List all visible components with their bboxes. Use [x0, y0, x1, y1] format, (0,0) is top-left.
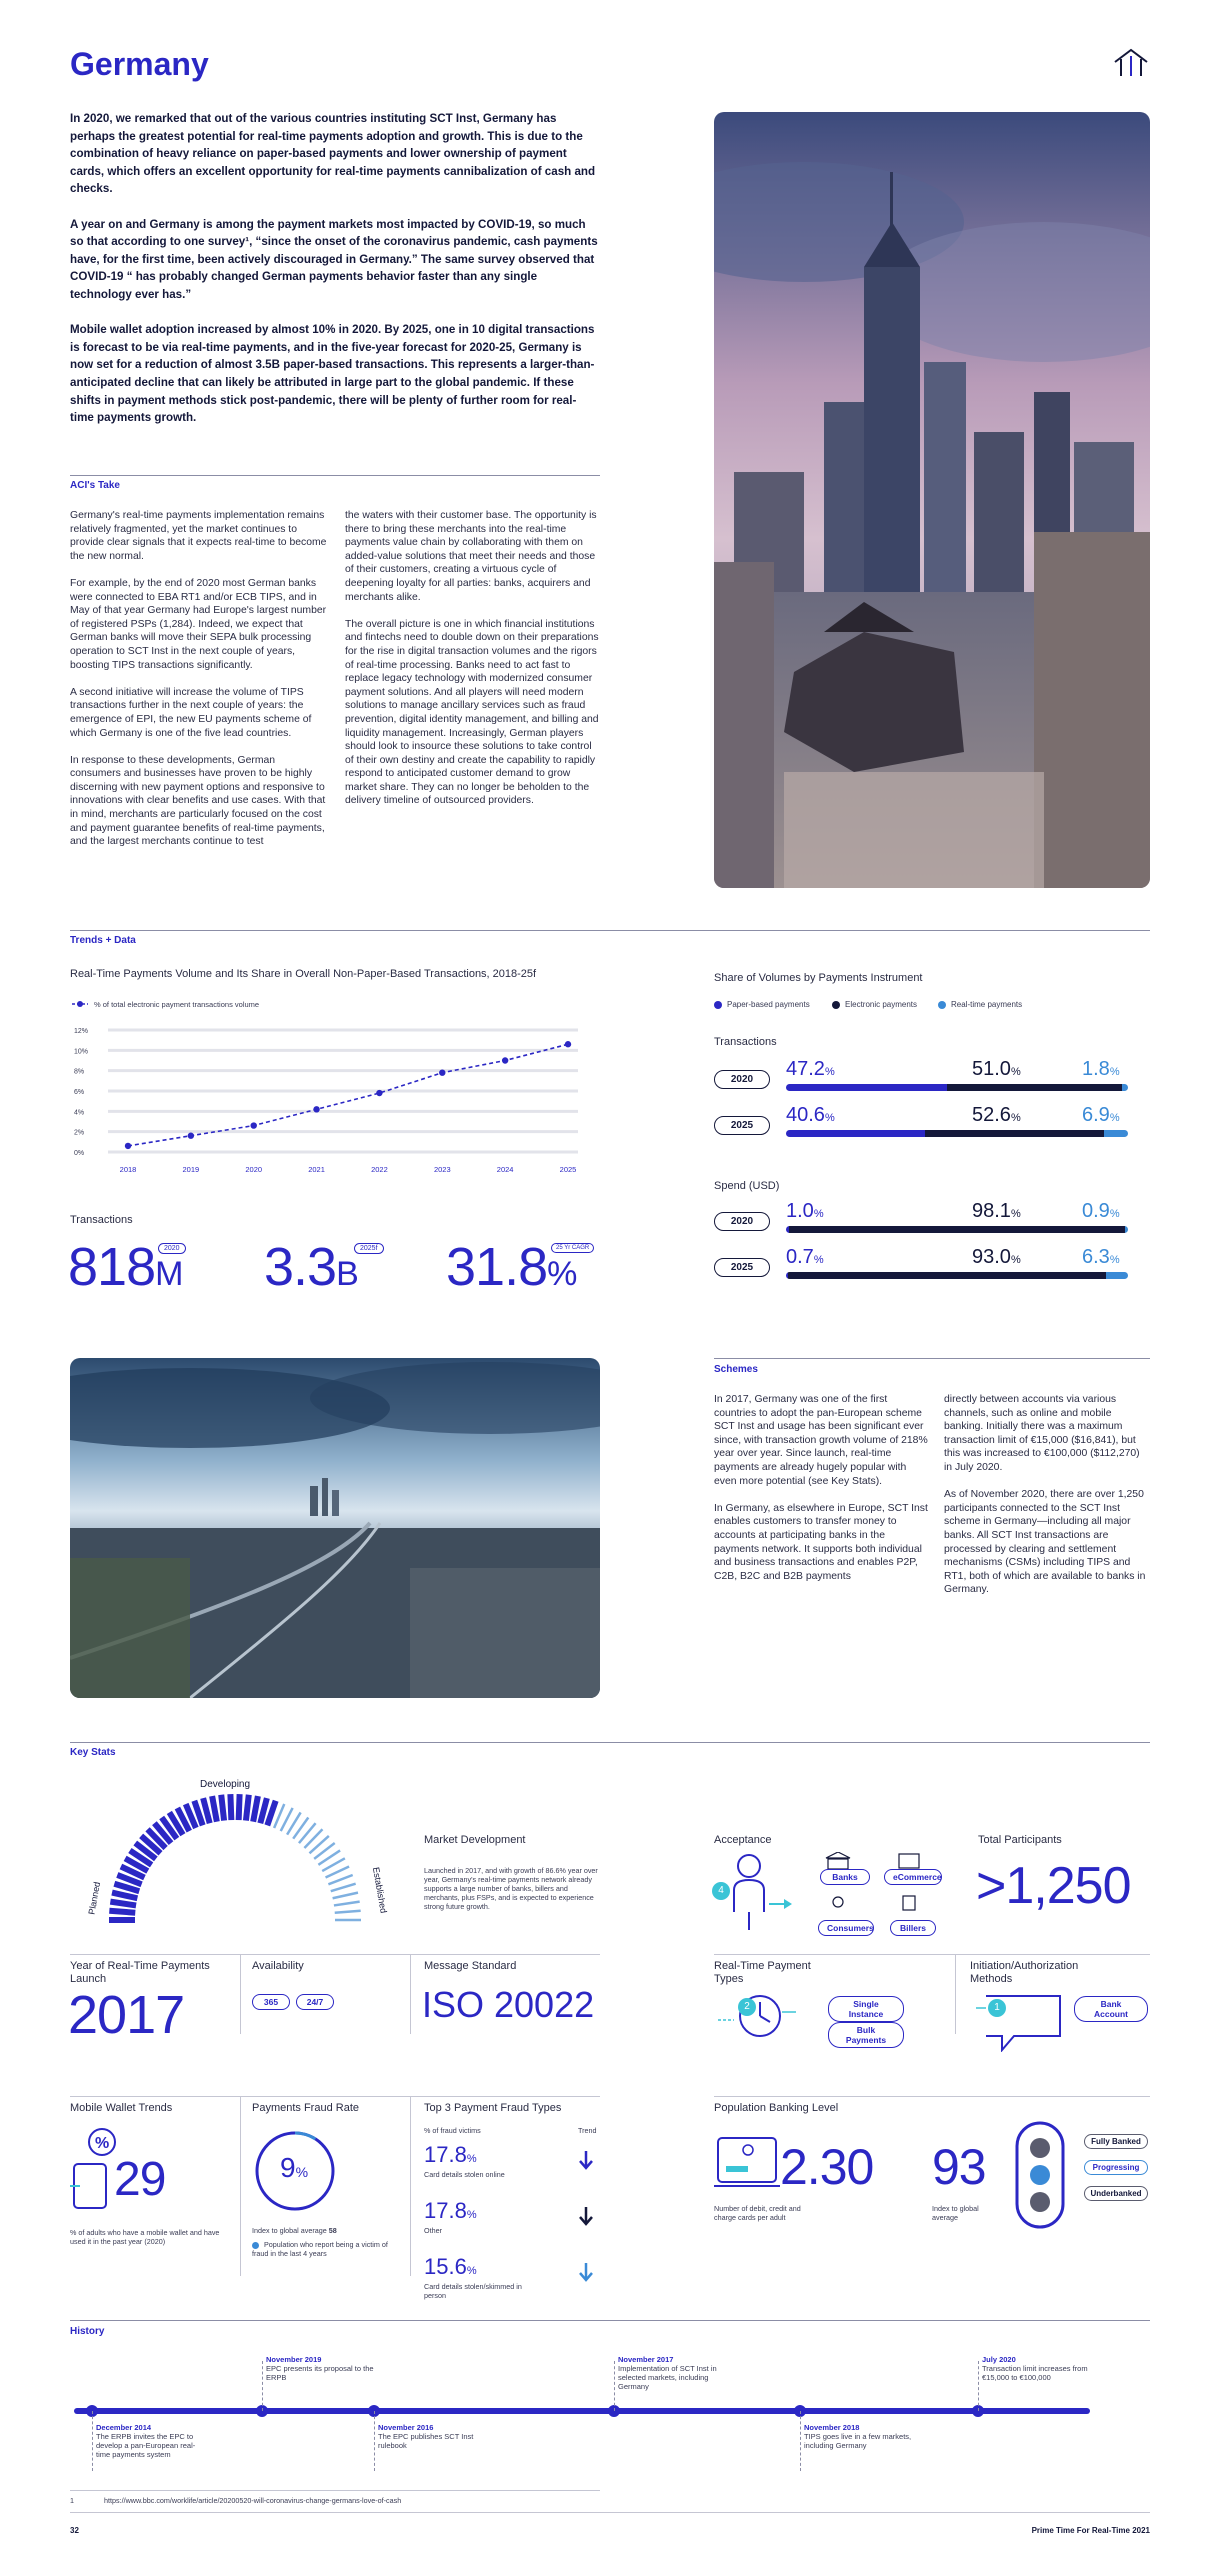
y-tick-label: 6% — [74, 1089, 85, 1096]
bill-icon — [903, 1896, 915, 1910]
year-pill: 2025 — [714, 1116, 770, 1135]
timeline-event: November 2018 TIPS goes live in a few markets, including Germany — [804, 2423, 912, 2450]
banking-level-underbanked: Underbanked — [1084, 2186, 1148, 2201]
gauge-tick — [230, 1794, 231, 1820]
card-icon — [714, 2134, 784, 2190]
stat-badge: 2020 — [158, 1243, 186, 1254]
rt-types-count: 2 — [738, 1998, 756, 2016]
data-point — [565, 1041, 571, 1047]
stat-transactions-2025 — [264, 1236, 358, 1298]
x-tick-label: 2024 — [496, 1165, 514, 1174]
y-tick-label: 10% — [74, 1048, 89, 1056]
gauge-tick — [221, 1795, 224, 1821]
banking-level-progressing: Progressing — [1084, 2160, 1148, 2175]
share-bar — [786, 1084, 1128, 1091]
gauge-tick — [335, 1911, 361, 1913]
gauge-label-established: Established — [370, 1866, 389, 1914]
stat-value: 31.8 — [446, 1237, 548, 1297]
acceptance-count: 4 — [712, 1882, 730, 1900]
paragraph: In response to these developments, German consumers and businesses have proven to be highly discerning with new payment options and responsive to innovations with clear benefits and use cases. With that in mind, merchants are particularly focused on the cost and payment guarantee benefits of real-time payments, and the largest merchants continue to test — [70, 754, 326, 848]
timeline-connector — [978, 2361, 979, 2411]
acceptance-title: Acceptance — [714, 1834, 772, 1846]
share-value: 93.0% — [972, 1246, 1021, 1268]
share-bar — [786, 1130, 1128, 1137]
fraud-types-title: Top 3 Payment Fraud Types — [424, 2102, 562, 2114]
share-bar-segment — [789, 1226, 1125, 1233]
paragraph: directly between accounts via various channels, such as online and mobile banking. Initially there was a maximum transaction limit of €15,000 ($16,841), but this was increased to €100,000 ($112,270) in July 2020. — [944, 1394, 1140, 1473]
message-standard-title: Message Standard — [424, 1960, 517, 1972]
fraud-types-sub: % of fraud victims — [424, 2126, 481, 2135]
timeline-event: December 2014 The ERPB invites the EPC to develop a pan-European real-time payments system — [96, 2423, 196, 2459]
share-bar-segment — [786, 1084, 947, 1091]
timeline-line — [74, 2408, 1090, 2414]
divider — [410, 2096, 411, 2276]
share-title: Share of Volumes by Payments Instrument — [714, 972, 923, 984]
timeline-event: November 2019 EPC presents its proposal to the ERPB — [266, 2355, 374, 2382]
banking-cards-note: Number of debit, credit and charge cards per adult — [714, 2204, 801, 2222]
page-number: 32 — [70, 2526, 79, 2535]
availability-365: 365 — [252, 1994, 290, 2010]
y-tick-label: 4% — [74, 1109, 85, 1117]
divider — [70, 1954, 600, 1955]
timeline-connector — [374, 2411, 375, 2471]
y-tick-label: 8% — [74, 1068, 85, 1076]
launch-title: Year of Real-Time Payments Launch — [70, 1960, 210, 1985]
data-point — [251, 1122, 257, 1128]
availability-title: Availability — [252, 1960, 304, 1972]
divider — [714, 1954, 1150, 1955]
stat-value: 3.3 — [264, 1237, 337, 1297]
x-tick-label: 2019 — [182, 1165, 200, 1174]
divider — [70, 2512, 1150, 2513]
gauge-tick — [246, 1795, 249, 1821]
fraud-type-value: 17.8% — [424, 2142, 477, 2167]
legend-realtime: Real-time payments — [938, 1000, 1022, 1009]
consumer-icon — [833, 1897, 843, 1907]
transactions-label: Transactions — [70, 1214, 133, 1226]
gauge-label-developing: Developing — [200, 1779, 251, 1790]
history-label: History — [70, 2326, 105, 2337]
wallet-title: Mobile Wallet Trends — [70, 2102, 173, 2114]
home-icon[interactable] — [1113, 48, 1149, 78]
divider — [70, 475, 600, 476]
share-bar-segment — [1106, 1272, 1128, 1279]
gauge-tick — [253, 1796, 258, 1822]
timeline-connector — [800, 2411, 801, 2471]
data-point — [125, 1143, 131, 1149]
line-chart-legend-label: % of total electronic payment transactions volume — [94, 1000, 260, 1009]
paragraph: the waters with their customer base. The opportunity is there to bring these merchants into the real-time payments value chain by collaborating with them on added-value solutions that meet their needs and those of their customers, creating a virtuous cycle of deepening loyalty for all parties: banks, acquirers and merchants alike. — [345, 510, 597, 603]
gauge-tick — [328, 1875, 352, 1884]
share-bar — [786, 1272, 1128, 1279]
fraud-title: Payments Fraud Rate — [252, 2102, 359, 2114]
share-value: 0.9% — [1082, 1200, 1120, 1222]
share-value: 51.0% — [972, 1058, 1021, 1080]
schemes-label: Schemes — [714, 1364, 758, 1375]
share-spend-label: Spend (USD) — [714, 1180, 780, 1192]
share-value: 6.9% — [1082, 1104, 1120, 1126]
share-transactions-label: Transactions — [714, 1036, 777, 1048]
stat-unit: % — [547, 1255, 577, 1293]
year-pill: 2020 — [714, 1212, 770, 1231]
share-value: 40.6% — [786, 1104, 835, 1126]
traffic-light-icon — [1014, 2120, 1066, 2230]
share-value: 1.0% — [786, 1200, 824, 1222]
acceptance-banks: Banks — [820, 1869, 870, 1885]
data-point — [376, 1090, 382, 1096]
share-bar — [786, 1226, 1128, 1233]
schemes-column-1 — [714, 1393, 930, 1597]
gauge-tick — [260, 1798, 267, 1823]
timeline-event: November 2017 Implementation of SCT Inst in selected markets, including Germany — [618, 2355, 717, 2391]
trends-label: Trends + Data — [70, 935, 136, 946]
share-bar-segment — [1122, 1084, 1128, 1091]
divider — [714, 2096, 1150, 2097]
stat-unit: M — [155, 1255, 183, 1293]
paragraph: In Germany, as elsewhere in Europe, SCT Inst enables customers to transfer money to accounts at participating banks in the payments network. It supports both individual and business transactions and enables P2P, C2B, B2C and B2B payments — [714, 1502, 928, 1582]
stat-badge: 2025f — [354, 1243, 384, 1254]
x-tick-label: 2020 — [245, 1165, 263, 1174]
gauge-tick — [110, 1902, 136, 1906]
gauge-label-planned: Planned — [86, 1881, 103, 1916]
share-value: 6.3% — [1082, 1246, 1120, 1268]
share-value: 52.6% — [972, 1104, 1021, 1126]
banking-cards-value: 2.30 — [780, 2139, 874, 2195]
stat-value: 818 — [68, 1237, 156, 1297]
paragraph: As of November 2020, there are over 1,250 participants connected to the SCT Inst scheme in Germany—including all major banks. All SCT Inst transactions are processed by clearing and settlement mechanisms (CSMs) including TIPS and RT1, both of which are available to banks in Germany. — [944, 1489, 1146, 1596]
intro-paragraph: A year on and Germany is among the payment markets most impacted by COVID-19, so much so that according to one survey¹, “since the onset of the coronavirus pandemic, cash payments have, for the first time, been actively discouraged in Germany.” The same survey observed that COVID-19 “ has probably changed German payments behavior faster than any single technology ever has.” — [70, 217, 598, 301]
data-point — [439, 1070, 445, 1076]
mobile-wallet-icon — [70, 2126, 120, 2212]
gauge-tick — [203, 1798, 210, 1823]
share-bar-segment — [947, 1084, 1121, 1091]
y-tick-label: 2% — [74, 1129, 85, 1137]
fraud-type-label: Card details stolen online — [424, 2170, 505, 2179]
x-tick-label: 2022 — [371, 1165, 388, 1174]
gauge-tick — [109, 1911, 135, 1913]
init-title: Initiation/Authorization Methods — [970, 1960, 1079, 1985]
legend-electronic: Electronic payments — [832, 1000, 917, 1009]
divider — [240, 2096, 241, 2276]
timeline-event: July 2020 Transaction limit increases from €15,000 to €100,000 — [982, 2355, 1088, 2382]
x-tick-label: 2025 — [559, 1165, 577, 1174]
market-development-text: Launched in 2017, and with growth of 86.6% year over year, Germany's real-time payments network already supports a large number of banks, billers and merchants, plus FSPs, and is expected to experience strong future growth. — [424, 1866, 598, 1911]
key-stats-label: Key Stats — [70, 1747, 116, 1758]
line-chart — [68, 992, 600, 1182]
share-value: 0.7% — [786, 1246, 824, 1268]
paragraph: The overall picture is one in which financial institutions and fintechs need to double down on their preparations for the rise in digital transaction volumes and the rigors of real-time processing. Banks need to act fast to replace legacy technology with modernized consumer payment solutions. And all players will need modern solutions to manage ancillary services such as fraud prevention, digital identity management, and billing and liquidity management. Increasingly, German players should look to insource these solutions to take control of their own destiny and create the capability to rapidly respond to anticipated customer demand to grow market share. They can no longer be beholden to the delivery timeline of outsourced providers. — [345, 618, 599, 807]
rt-type-bulk: Bulk Payments — [828, 2022, 904, 2048]
gauge-tick — [333, 1893, 358, 1899]
arrow-down-icon — [578, 2206, 594, 2226]
divider — [70, 930, 1150, 931]
fraud-type-label: Other — [424, 2226, 442, 2235]
fraud-value: 9% — [280, 2152, 309, 2183]
divider — [240, 1954, 241, 2034]
share-bar-segment — [788, 1272, 1106, 1279]
data-point — [502, 1057, 508, 1063]
footnote-link[interactable]: https://www.bbc.com/worklife/article/20200520-will-coronavirus-change-germans-love-of-cash — [104, 2496, 402, 2505]
divider — [70, 1742, 1150, 1743]
clock-icon — [718, 1990, 798, 2042]
acceptance-ecommerce: eCommerce — [884, 1869, 942, 1885]
share-value: 47.2% — [786, 1058, 835, 1080]
fraud-note: Population who report being a victim of fraud in the last 4 years — [252, 2240, 388, 2258]
message-standard-value: ISO 20022 — [422, 1984, 595, 2025]
y-tick-label: 12% — [74, 1028, 89, 1035]
line-chart-title: Real-Time Payments Volume and Its Share in Overall Non-Paper-Based Transactions, 2018-25f — [70, 968, 537, 980]
divider — [410, 1954, 411, 2034]
x-tick-label: 2021 — [308, 1165, 325, 1174]
paragraph: For example, by the end of 2020 most German banks were connected to EBA RT1 and/or ECB TIPS, and in May of that year Germany had Europe's largest number of registered PSPs (1,284). Indeed, we expect that German banks will move their SEPA bulk processing operation to SCT Inst in the next couple of years, boosting TIPS transactions significantly. — [70, 577, 327, 671]
divider — [70, 2096, 600, 2097]
data-point — [313, 1106, 319, 1112]
wallet-value: 29 — [114, 2153, 166, 2206]
bank-icon — [826, 1852, 850, 1869]
paragraph: A second initiative will increase the volume of TIPS transactions further in the next couple of years: the emergence of EPI, the new EU payments scheme of which Germany is one of the five lead countries. — [70, 686, 312, 739]
paragraph: In 2017, Germany was one of the first countries to adopt the pan-European scheme SCT Inst and usage has been significant ever since, with transaction growth volume of 218% year over year. Since launch, real-time payments are already hugely popular with even more potential (see Key Stats). — [714, 1394, 928, 1487]
schemes-column-2 — [944, 1393, 1150, 1611]
divider — [955, 1954, 956, 2034]
acceptance-billers: Billers — [890, 1920, 936, 1936]
footer-publication: Prime Time For Real-Time 2021 — [1031, 2526, 1150, 2535]
market-development-title: Market Development — [424, 1834, 526, 1846]
banking-level-fully: Fully Banked — [1084, 2134, 1148, 2149]
gauge-tick — [334, 1902, 360, 1906]
acceptance-consumers: Consumers — [818, 1920, 874, 1936]
year-pill: 2025 — [714, 1258, 770, 1277]
footnote-number: 1 — [70, 2496, 74, 2505]
wallet-icon-pct: % — [95, 2135, 110, 2152]
banking-title: Population Banking Level — [714, 2102, 839, 2114]
rt-type-single: Single Instance — [828, 1996, 904, 2022]
gauge-tick — [267, 1801, 275, 1826]
fraud-type-label: Card details stolen/skimmed in person — [424, 2282, 522, 2300]
share-bar-segment — [1104, 1130, 1128, 1137]
store-icon — [899, 1854, 919, 1868]
x-tick-label: 2023 — [433, 1165, 451, 1174]
fraud-type-value: 17.8% — [424, 2198, 477, 2223]
x-tick-label: 2018 — [119, 1165, 137, 1174]
share-bar-segment — [786, 1130, 925, 1137]
fraud-type-value: 15.6% — [424, 2254, 477, 2279]
share-value: 1.8% — [1082, 1058, 1120, 1080]
share-bar-segment — [1125, 1226, 1128, 1233]
init-bank-account: Bank Account — [1074, 1996, 1148, 2022]
fraud-index: Index to global average 58 — [252, 2226, 337, 2235]
aci-take-column-2 — [345, 509, 601, 822]
divider — [70, 2490, 600, 2491]
banking-index-value: 93 — [932, 2139, 986, 2195]
line-chart-legend — [72, 1000, 259, 1009]
arrow-down-icon — [578, 2150, 594, 2170]
gauge-tick — [239, 1794, 240, 1820]
legend-paper: Paper-based payments — [714, 1000, 810, 1009]
page-title: Germany — [70, 46, 209, 82]
divider — [714, 1358, 1150, 1359]
share-value: 98.1% — [972, 1200, 1021, 1222]
launch-value: 2017 — [68, 1985, 185, 2045]
timeline-connector — [92, 2411, 93, 2471]
gauge-tick — [212, 1796, 217, 1822]
fraud-types-trend: Trend — [578, 2126, 597, 2135]
gauge-tick — [112, 1893, 137, 1899]
wallet-note: % of adults who have a mobile wallet and have used it in the past year (2020) — [70, 2228, 220, 2246]
paragraph: Germany's real-time payments implementation remains relatively fragmented, yet the market continues to provide clear signals that it expects real-time to become the new normal. — [70, 510, 327, 562]
gauge-tick — [331, 1884, 356, 1891]
stat-badge: 25 Yr CAGR — [551, 1243, 594, 1253]
intro-paragraph: In 2020, we remarked that out of the various countries instituting SCT Inst, Germany has perhaps the greatest potential for real-time payments adoption and growth. This is due to the combination of heavy reliance on paper-based payments and lower ownership of payment cards, which offers an excellent opportunity for real-time payments cannibalization of cash and checks. — [70, 112, 596, 196]
banking-index-note: Index to global average — [932, 2204, 979, 2222]
intro-text — [70, 110, 600, 444]
aci-take-label: ACI's Take — [70, 480, 120, 491]
timeline-connector — [614, 2361, 615, 2411]
aci-take-column-1 — [70, 509, 328, 862]
year-pill: 2020 — [714, 1070, 770, 1089]
y-tick-label: 0% — [74, 1150, 85, 1157]
frankfurt-aerial-photo — [70, 1358, 600, 1698]
arrow-down-icon — [578, 2262, 594, 2282]
timeline-event: November 2016 The EPC publishes SCT Inst rulebook — [378, 2423, 474, 2450]
rt-types-title: Real-Time Payment Types — [714, 1960, 811, 1985]
participants-value: >1,250 — [976, 1857, 1131, 1915]
availability-247: 24/7 — [296, 1994, 334, 2010]
intro-paragraph: Mobile wallet adoption increased by almost 10% in 2020. By 2025, one in 10 digital transactions is forecast to be via real-time payments, and in the five-year forecast for 2020-25, Germany is now set for a reduction of almost 3.5B paper-based transactions. This represents a larger-than-anticipated decline that can likely be attributed in large part to the global pandemic. If these shifts in payment methods stick post-pandemic, there will be plenty of further room for real-time payments growth. — [70, 323, 595, 425]
data-point — [188, 1133, 194, 1139]
timeline-connector — [262, 2361, 263, 2411]
divider — [70, 2320, 1150, 2321]
market-gauge — [70, 1775, 400, 1925]
share-bar-segment — [925, 1130, 1105, 1137]
stat-unit: B — [336, 1255, 358, 1293]
participants-title: Total Participants — [978, 1834, 1062, 1846]
frankfurt-skyline-photo — [714, 112, 1150, 888]
init-count: 1 — [988, 1999, 1006, 2017]
